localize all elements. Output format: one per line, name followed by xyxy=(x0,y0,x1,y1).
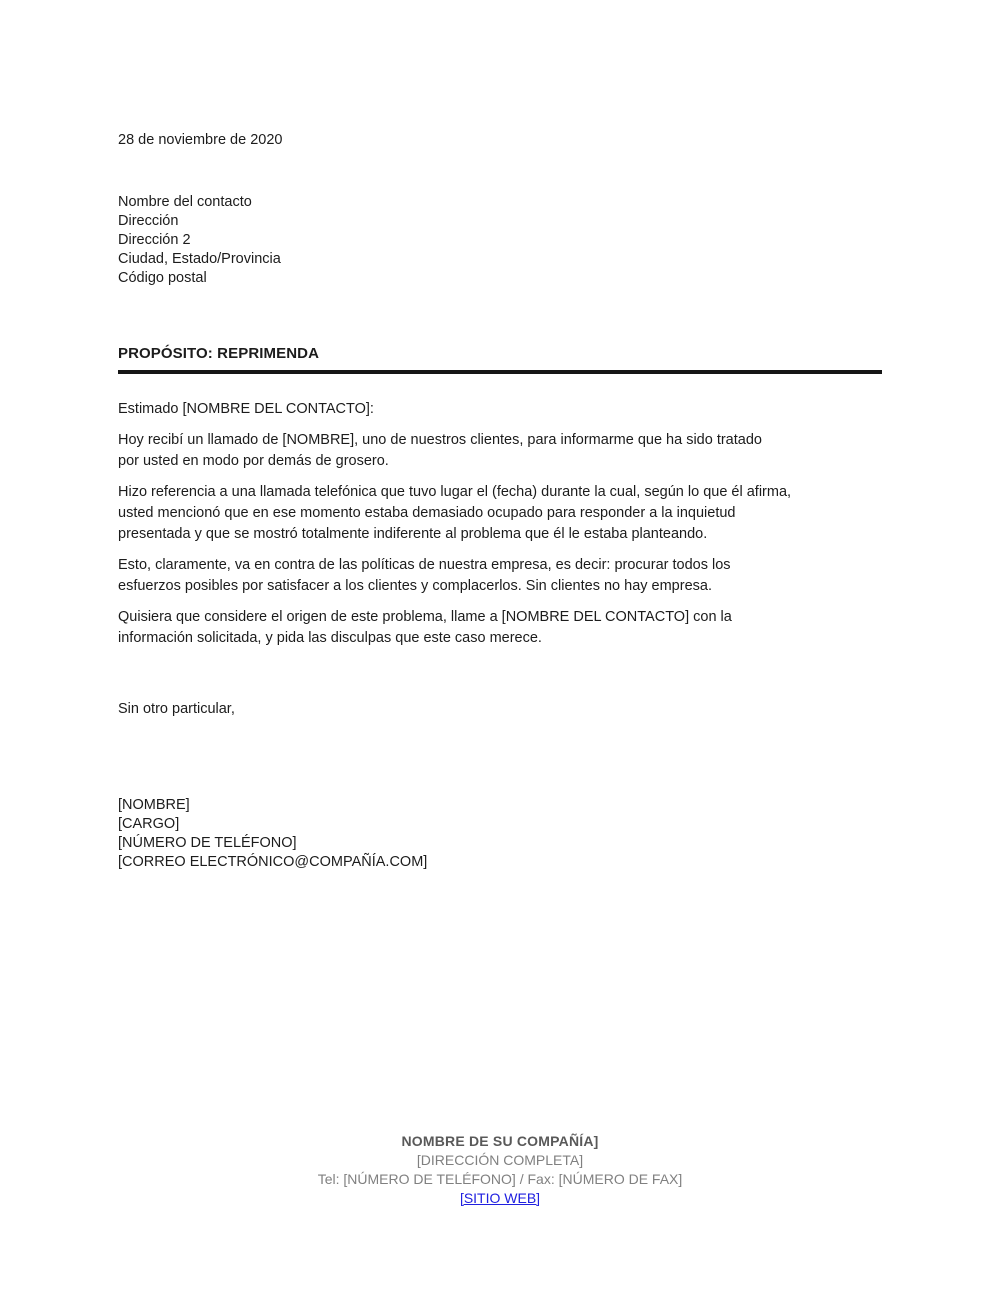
subject-heading: PROPÓSITO: REPRIMENDA xyxy=(118,345,320,362)
paragraph-line: información solicitada, y pida las disculpas que este caso merece. xyxy=(118,630,542,646)
paragraph-line: esfuerzos posibles por satisfacer a los clientes y complacerlos. Sin clientes no hay empresa. xyxy=(118,578,712,594)
signature-name: [NOMBRE] xyxy=(118,797,190,813)
recipient-line: Dirección xyxy=(118,213,179,229)
footer-tel-fax: Tel: [NÚMERO DE TELÉFONO] / Fax: [NÚMERO DE FAX] xyxy=(317,1171,683,1187)
paragraph-line: Esto, claramente, va en contra de las políticas de nuestra empresa, es decir: procurar todos los xyxy=(118,557,731,573)
paragraph-line: usted mencionó que en ese momento estaba demasiado ocupado para responder a la inquietud xyxy=(118,505,736,521)
body-paragraph xyxy=(118,482,882,545)
footer-website-link[interactable]: [SITIO WEB] xyxy=(459,1190,541,1206)
divider-rule xyxy=(118,370,882,374)
paragraph-line: presentada y que se mostró totalmente indiferente al problema que él le estaba planteando. xyxy=(118,526,708,542)
letter-body xyxy=(118,0,882,872)
company-footer xyxy=(0,1132,1000,1208)
footer-address: [DIRECCIÓN COMPLETA] xyxy=(416,1152,584,1168)
salutation: Estimado [NOMBRE DEL CONTACTO]: xyxy=(118,401,374,417)
letter-date: 28 de noviembre de 2020 xyxy=(118,132,283,148)
recipient-line: Ciudad, Estado/Provincia xyxy=(118,251,281,267)
recipient-block xyxy=(118,193,882,288)
body-paragraph xyxy=(118,555,882,597)
body-paragraph xyxy=(118,430,882,472)
footer-company-name: NOMBRE DE SU COMPAÑÍA] xyxy=(401,1133,599,1149)
paragraph-line: Hizo referencia a una llamada telefónica que tuvo lugar el (fecha) durante la cual, según lo que él afirma, xyxy=(118,484,792,500)
signature-block xyxy=(118,796,882,872)
body-paragraph xyxy=(118,607,882,649)
paragraph-line: Quisiera que considere el origen de este problema, llame a [NOMBRE DEL CONTACTO] con la xyxy=(118,609,732,625)
paragraph-line: Hoy recibí un llamado de [NOMBRE], uno de nuestros clientes, para informarme que ha sido tratado xyxy=(118,432,762,448)
paragraph-line: por usted en modo por demás de grosero. xyxy=(118,453,389,469)
signature-phone: [NÚMERO DE TELÉFONO] xyxy=(118,835,297,851)
recipient-line: Nombre del contacto xyxy=(118,194,252,210)
recipient-line: Dirección 2 xyxy=(118,232,191,248)
signature-email: [CORREO ELECTRÓNICO@COMPAÑÍA.COM] xyxy=(118,854,428,870)
recipient-line: Código postal xyxy=(118,270,207,286)
signature-title: [CARGO] xyxy=(118,816,180,832)
closing-line: Sin otro particular, xyxy=(118,701,235,717)
